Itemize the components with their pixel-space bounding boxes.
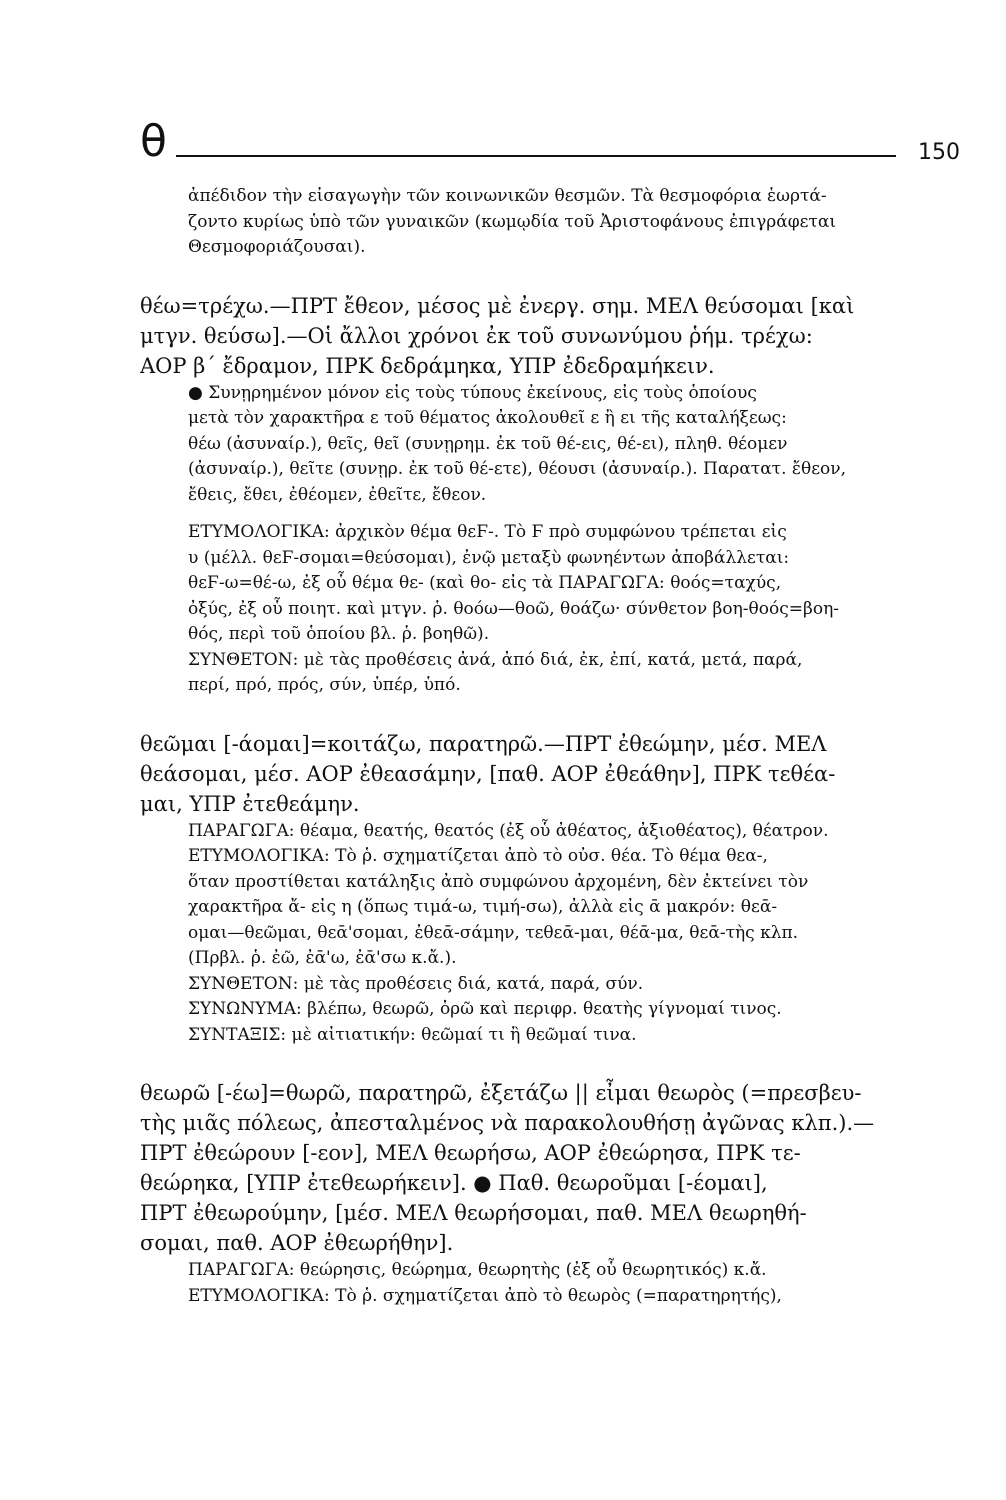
note-line: ΕΤΥΜΟΛΟΓΙΚΑ: Τὸ ῥ. σχηματίζεται ἀπὸ τὸ οὐσ. θέα. Τὸ θέμα θεα-, — [188, 846, 768, 866]
entry-line: ΠΡΤ ἐθεωρούμην, [μέσ. ΜΕΛ θεωρήσομαι, παθ. ΜΕΛ θεωρηθή- — [140, 1201, 807, 1225]
note-line: ΣΥΝΩΝΥΜΑ: βλέπω, θεωρῶ, ὁρῶ καὶ περιφρ. θεατὴς γίγνομαί τινος. — [188, 999, 782, 1019]
compound-line: ΣΥΝΘΕΤΟΝ: μὲ τὰς προθέσεις ἀνά, ἀπό διά, ἐκ, ἐπί, κατά, μετά, παρά, — [188, 649, 803, 670]
note-line: (ἀσυναίρ.), θεῖτε (συνῃρ. ἐκ τοῦ θέ-ετε), θέουσι (ἀσυναίρ.). Παρατατ. ἔθεον, — [188, 459, 847, 479]
entry-line: μτγν. θεύσω].—Οἱ ἄλλοι χρόνοι ἐκ τοῦ συνωνύμου ῥήμ. τρέχω: — [140, 323, 813, 348]
note-line: ΠΑΡΑΓΩΓΑ: θεώρησις, θεώρημα, θεωρητὴς (ἐξ οὗ θεωρητικός) κ.ἄ. — [188, 1260, 767, 1280]
entry-theomai — [140, 729, 950, 1049]
etymology-line: θεϜ-ω=θέ-ω, ἐξ οὗ θέμα θε- (καὶ θο- εἰς τὰ ΠΑΡΑΓΩΓΑ: θοός=ταχύς, — [188, 573, 782, 593]
etymology-line: ὀξύς, ἐξ οὗ ποιητ. καὶ μτγν. ῥ. θοόω—θοῶ, θοάζω· σύνθετον βοη-θοός=βοη- — [188, 598, 840, 619]
note-line: ΣΥΝΤΑΞΙΣ: μὲ αἰτιατικήν: θεῶμαί τι ἢ θεῶμαί τινα. — [188, 1024, 637, 1045]
note-line: χαρακτῆρα ἄ- εἰς η (ὅπως τιμά-ω, τιμή-σω), ἀλλὰ εἰς ᾱ μακρόν: θεᾱ- — [188, 897, 778, 917]
entry-line: ΠΡΤ ἐθεώρουν [-εον], ΜΕΛ θεωρήσω, ΑΟΡ ἐθεώρησα, ΠΡΚ τε- — [140, 1141, 801, 1165]
entry-line: θεώρηκα, [ΥΠΡ ἐτεθεωρήκειν]. ● Παθ. θεωροῦμαι [-έομαι], — [140, 1171, 768, 1195]
text-line: ζοντο κυρίως ὑπὸ τῶν γυναικῶν (κωμῳδία τοῦ Ἀριστοφάνους ἐπιγράφεται — [188, 211, 837, 232]
section-letter: θ — [140, 116, 167, 167]
note-line: (Πρβλ. ῥ. ἐῶ, ἐᾱ'ω, ἐᾱ'σω κ.ἄ.). — [188, 948, 457, 968]
note-line: ● Συνῃρημένον μόνον εἰς τοὺς τύπους ἐκείνους, εἰς τοὺς ὁποίους — [188, 382, 757, 403]
note-line: θέω (ἀσυναίρ.), θεῖς, θεῖ (συνῃρημ. ἐκ τοῦ θέ-εις, θέ-ει), πληθ. θέομεν — [188, 433, 788, 454]
text-line: Θεσμοφοριάζουσαι). — [188, 237, 366, 257]
note-line: ΠΑΡΑΓΩΓΑ: θέαμα, θεατής, θεατός (ἐξ οὗ ἀθέατος, ἀξιοθέατος), θέατρον. — [188, 820, 829, 841]
page-number: 150 — [918, 140, 960, 165]
compound-line: περί, πρό, πρός, σύν, ὑπέρ, ὑπό. — [188, 675, 461, 695]
entry-line: σομαι, παθ. ΑΟΡ ἐθεωρήθην]. — [140, 1231, 454, 1255]
note-line: ΣΥΝΘΕΤΟΝ: μὲ τὰς προθέσεις διά, κατά, παρά, σύν. — [188, 973, 644, 994]
note-line: μετὰ τὸν χαρακτῆρα ε τοῦ θέματος ἀκολουθεῖ ε ἢ ει τῆς καταλήξεως: — [188, 408, 787, 428]
entry-headword-line: θεῶμαι [-άομαι]=κοιτάζω, παρατηρῶ.—ΠΡΤ ἐθεώμην, μέσ. ΜΕΛ — [140, 731, 827, 756]
note-line: ομαι—θεῶμαι, θεᾱ'σομαι, ἐθεᾱ-σάμην, τεθεᾱ-μαι, θέᾱ-μα, θεᾱ-τὴς κλπ. — [188, 922, 799, 943]
entry-line: τὴς μιᾶς πόλεως, ἀπεσταλμένος νὰ παρακολουθήσῃ ἀγῶνας κλπ.).— — [140, 1111, 875, 1135]
entry-headword-line: θεωρῶ [-έω]=θωρῶ, παρατηρῶ, ἐξετάζω || εἶμαι θεωρὸς (=πρεσβευ- — [140, 1081, 862, 1105]
etymology-line: ΕΤΥΜΟΛΟΓΙΚΑ: ἀρχικὸν θέμα θεϜ-. Τὸ Ϝ πρὸ συμφώνου τρέπεται εἰς — [188, 522, 787, 542]
note-line: ἔθεις, ἔθει, ἐθέομεν, ἐθεῖτε, ἔθεον. — [188, 484, 487, 505]
entry-line: μαι, ΥΠΡ ἐτεθεάμην. — [140, 791, 360, 816]
text-line: ἀπέδιδον τὴν εἰσαγωγὴν τῶν κοινωνικῶν θεσμῶν. Τὰ θεσμοφόρια ἑωρτά- — [188, 186, 827, 206]
entry-line: ΑΟΡ β΄ ἔδραμον, ΠΡΚ δεδράμηκα, ΥΠΡ ἐδεδραμήκειν. — [140, 353, 715, 378]
dictionary-content — [140, 184, 950, 1309]
header-rule — [176, 155, 896, 157]
etymology-line: υ (μέλλ. θεϜ-σομαι=θεύσομαι), ἐνῷ μεταξὺ φωνηέντων ἀποβάλλεται: — [188, 547, 790, 568]
page-header — [140, 116, 960, 170]
etymology-line: θός, περὶ τοῦ ὁποίου βλ. ῥ. βοηθῶ). — [188, 624, 490, 644]
entry-theoro — [140, 1078, 950, 1309]
entry-headword-line: θέω=τρέχω.—ΠΡΤ ἔθεον, μέσος μὲ ἐνεργ. σημ. ΜΕΛ θεύσομαι [καὶ — [140, 293, 855, 318]
note-line: ΕΤΥΜΟΛΟΓΙΚΑ: Τὸ ῥ. σχηματίζεται ἀπὸ τὸ θεωρὸς (=παρατηρητής), — [188, 1285, 782, 1306]
note-line: ὅταν προστίθεται κατάληξις ἀπὸ συμφώνου ἀρχομένη, δὲν ἐκτείνει τὸν — [188, 871, 809, 892]
entry-line: θεάσομαι, μέσ. ΑΟΡ ἐθεασάμην, [παθ. ΑΟΡ ἐθεάθην], ΠΡΚ τεθέα- — [140, 761, 836, 786]
entry-theo — [140, 291, 950, 699]
